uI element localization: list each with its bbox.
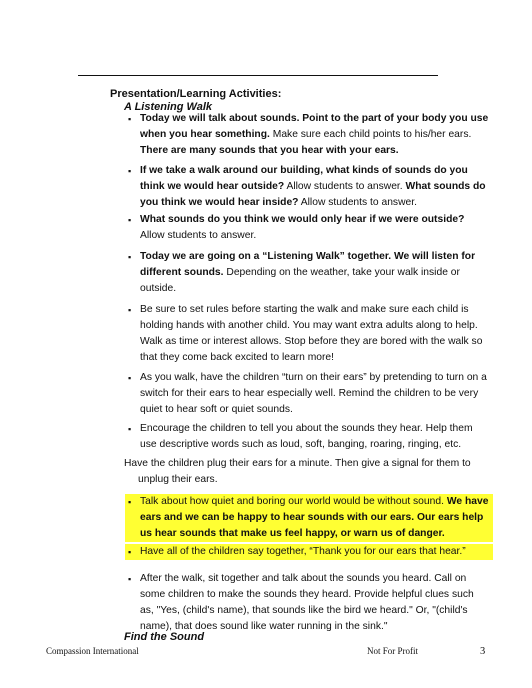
item-bold-text: We have ears and we can be happy to hear sounds with our ears. Our ears help us hear sounds that make us feel happy, or warn us of danger. bbox=[140, 496, 489, 539]
footer-status: Not For Profit bbox=[367, 646, 419, 656]
item-text: Make sure each child points to his/her ears. bbox=[269, 129, 472, 140]
subsection-title: A Listening Walk bbox=[124, 101, 213, 113]
header-rule bbox=[78, 75, 438, 76]
bullet-icon: ▪ bbox=[128, 424, 132, 434]
item-text: Depending on the weather, take your walk inside or outside. bbox=[140, 267, 460, 294]
footer-organization: Compassion International bbox=[46, 646, 139, 656]
paragraph-line: unplug their ears. bbox=[138, 474, 218, 485]
list-item bbox=[128, 111, 490, 159]
item-text: Allow students to answer. bbox=[298, 197, 417, 208]
plug-ears-paragraph bbox=[124, 456, 494, 488]
list-item bbox=[128, 163, 490, 211]
next-section-title: Find the Sound bbox=[124, 631, 205, 643]
paragraph-line: Have the children plug their ears for a minute. Then give a signal for them to bbox=[124, 458, 471, 469]
item-text: Allow students to answer. bbox=[140, 230, 257, 241]
item-bold-text: What sounds do you think we would hear inside? bbox=[140, 181, 486, 208]
bullet-icon: ▪ bbox=[128, 497, 132, 507]
bullet-icon: ▪ bbox=[128, 547, 132, 557]
section-title: Presentation/Learning Activities: bbox=[110, 88, 282, 100]
bullet-icon: ▪ bbox=[128, 215, 132, 225]
list-item bbox=[128, 421, 490, 453]
item-text: Talk about how quiet and boring our world would be without sound. bbox=[140, 496, 444, 507]
bullet-icon: ▪ bbox=[128, 574, 132, 584]
item-text: Encourage the children to tell you about the sounds they hear. Help them use descriptive words such as loud, soft, banging, roaring, ringing, etc. bbox=[140, 423, 473, 450]
item-text: Have all of the children say together, “Thank you for our ears that hear.” bbox=[140, 546, 466, 557]
item-bold-text: Today we are going on a “Listening Walk” together. We will listen for different sounds. bbox=[140, 251, 476, 278]
item-bold-text: What sounds do you think we would only hear if we were outside? bbox=[140, 214, 465, 225]
item-text: Be sure to set rules before starting the walk and make sure each child is holding hands with another child. You may want extra adults along to help. Walk as time or interest allows. Stop before they are bored with the walk so that they come back excited to learn more! bbox=[140, 304, 483, 363]
bullet-icon: ▪ bbox=[128, 114, 132, 124]
page-number: 3 bbox=[480, 646, 486, 657]
bullet-icon: ▪ bbox=[128, 305, 132, 315]
item-text: Allow students to answer. bbox=[284, 181, 403, 192]
list-item bbox=[128, 370, 490, 418]
item-bold-text: There are many sounds that you hear with your ears. bbox=[140, 145, 399, 156]
bullet-icon: ▪ bbox=[128, 166, 132, 176]
item-text: After the walk, sit together and talk about the sounds you heard. Call on some children to make the sounds they heard. Provide helpful clues such as, "Yes, (child's name), that sounds like the bird we heard." Or, "(child's name), that does sound like water running in the sink." bbox=[140, 573, 474, 632]
list-item bbox=[128, 302, 490, 366]
item-bold-text: Today we will talk about sounds. Point to the part of your body you use when you hear something. bbox=[140, 113, 489, 140]
item-text: As you walk, have the children “turn on their ears” by pretending to turn on a switch for their ears to hear especially well. Remind the children to be very quiet to hear soft or quiet sounds. bbox=[140, 372, 487, 415]
list-item-highlighted bbox=[128, 494, 490, 542]
item-bold-text: If we take a walk around our building, what kinds of sounds do you think we would hear outside? bbox=[140, 165, 468, 192]
list-item-highlighted bbox=[128, 544, 490, 560]
bullet-icon: ▪ bbox=[128, 252, 132, 262]
list-item bbox=[128, 212, 490, 244]
bullet-icon: ▪ bbox=[128, 373, 132, 383]
list-item bbox=[128, 249, 490, 297]
list-item bbox=[128, 571, 490, 635]
